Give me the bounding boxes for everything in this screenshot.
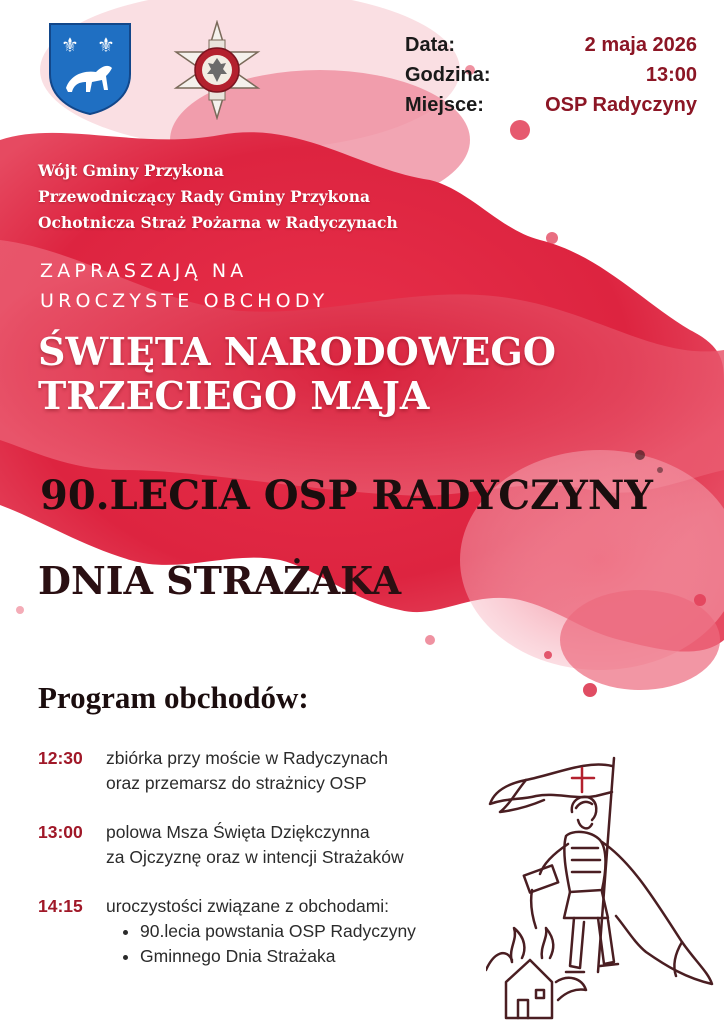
organizer-line: Ochotnicza Straż Pożarna w Radyczynach	[38, 213, 398, 232]
program-line: polowa Msza Święta Dziękczynna	[106, 822, 370, 842]
program-description	[106, 746, 388, 796]
place-value: OSP Radyczyny	[545, 94, 697, 116]
place-row	[405, 90, 697, 120]
firefighter-day-title: DNIA STRAŻAKA	[38, 558, 402, 603]
time-value: 13:00	[645, 64, 697, 86]
saint-florian-icon	[486, 752, 714, 1024]
program-time: 14:15	[38, 896, 83, 916]
program-bullet: • 90.lecia powstania OSP Radyczyny	[140, 919, 416, 944]
program-description	[106, 894, 416, 969]
headline	[38, 330, 556, 418]
invitation-line-1: ZAPRASZAJĄ NA	[40, 260, 248, 282]
coat-of-arms-icon	[48, 22, 132, 116]
date-label: Data:	[405, 34, 456, 56]
program-title: Program obchodów:	[38, 680, 309, 715]
headline-line-2: TRZECIEGO MAJA	[38, 373, 430, 418]
anniversary-title: 90.LECIA OSP RADYCZYNY	[40, 472, 653, 519]
date-value: 2 maja 2026	[584, 34, 697, 56]
program-line: za Ojczyznę oraz w intencji Strażaków	[106, 847, 404, 867]
program-description	[106, 820, 404, 870]
program-time: 12:30	[38, 748, 83, 768]
program-sub-list	[106, 919, 416, 969]
fire-brigade-badge-icon	[166, 20, 268, 120]
time-label: Godzina:	[405, 64, 491, 86]
event-info	[405, 30, 697, 120]
program-item	[38, 746, 388, 796]
program-line: oraz przemarsz do strażnicy OSP	[106, 773, 367, 793]
organizer-line: Wójt Gminy Przykona	[38, 161, 224, 180]
headline-line-1: ŚWIĘTA NARODOWEGO	[38, 329, 556, 374]
time-row	[405, 60, 697, 90]
program-line: zbiórka przy moście w Radyczynach	[106, 748, 389, 768]
svg-text:⚜: ⚜	[97, 33, 115, 57]
invitation	[40, 256, 328, 316]
organizer-line: Przewodniczący Rady Gminy Przykona	[38, 187, 371, 206]
program-bullet: • Gminnego Dnia Strażaka	[140, 944, 416, 969]
program-time: 13:00	[38, 822, 83, 842]
program-item	[38, 820, 404, 870]
date-row	[405, 30, 697, 60]
svg-text:⚜: ⚜	[61, 33, 79, 57]
program-line: uroczystości związane z obchodami:	[106, 896, 390, 916]
organizers-list	[38, 158, 398, 236]
program-item	[38, 894, 416, 969]
invitation-line-2: UROCZYSTE OBCHODY	[40, 290, 329, 312]
place-label: Miejsce:	[405, 94, 484, 116]
